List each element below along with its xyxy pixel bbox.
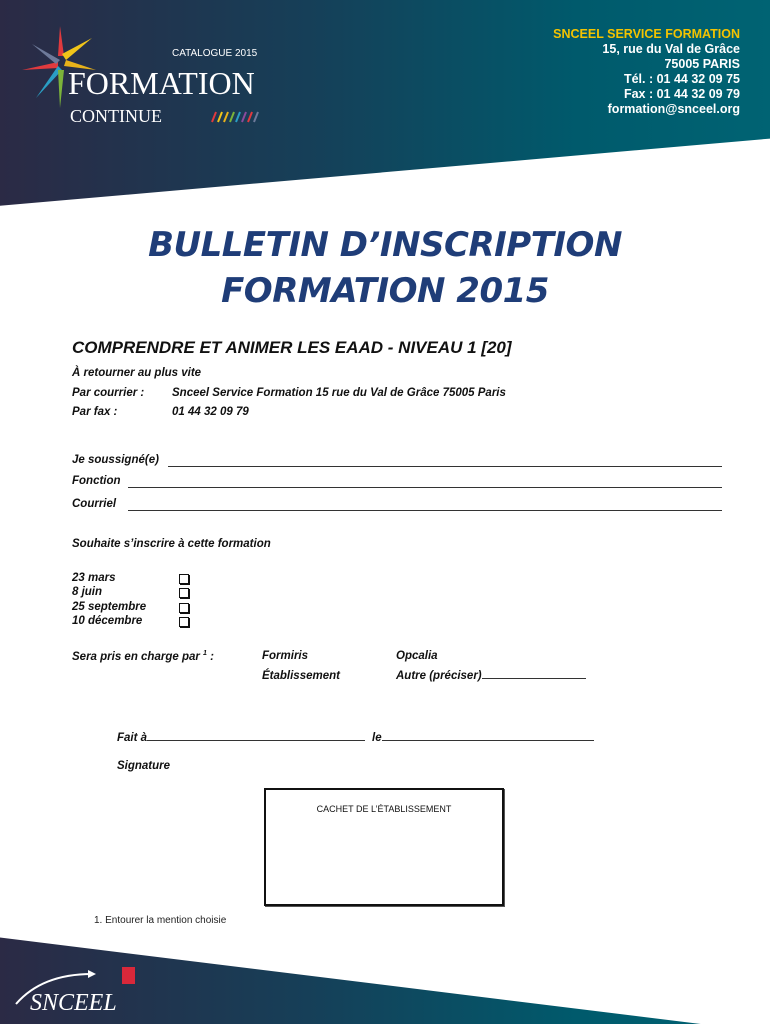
mail-label: Par courrier : [72,387,145,399]
funding-option-autre[interactable]: Autre (préciser) [396,670,586,682]
email[interactable]: formation@snceel.org [607,102,740,116]
return-note: À retourner au plus vite [72,367,202,379]
checkbox-8-juin[interactable] [179,588,189,598]
soussigne-field[interactable] [72,454,722,470]
checkbox-23-mars[interactable] [179,574,189,584]
funding-option-opcalia[interactable]: Opcalia [396,650,438,662]
page-title [0,222,770,314]
stamp-label: CACHET DE L’ÉTABLISSEMENT [316,804,452,814]
fax-label: Par fax : [72,406,118,418]
date-label: 10 décembre [72,615,143,627]
fax-value: 01 44 32 09 79 [172,406,249,418]
funding-option-formiris[interactable]: Formiris [262,650,309,662]
date-field[interactable]: le [372,732,594,744]
formation-continue-logo [22,26,302,130]
mail-value: Snceel Service Formation 15 rue du Val de Grâce 75005 Paris [172,387,506,399]
fax: Fax : 01 44 32 09 79 [623,87,740,101]
address-line: 15, rue du Val de Grâce [602,42,740,56]
funding-label: Sera pris en charge par $^1$ : [72,650,214,663]
courriel-label: Courriel [72,498,117,510]
date-label: 25 septembre [72,601,147,613]
course-name: COMPRENDRE ET ANIMER LES EAAD - NIVEAU 1 [20] [72,338,512,357]
signature-label: Signature [117,760,171,772]
wish-text: Souhaite s’inscrire à cette formation [72,538,271,550]
fait-a-field[interactable]: Fait à [117,732,365,744]
logo-line2: CONTINUE [70,106,162,126]
logo-line1: FORMATION [68,65,255,101]
fonction-label: Fonction [72,475,121,487]
soussigne-label: Je soussigné(e) [72,454,159,466]
address-line: 75005 PARIS [664,57,740,71]
phone: Tél. : 01 44 32 09 75 [623,72,740,86]
courriel-field[interactable] [72,498,722,514]
snceel-wordmark: SNCEEL [30,990,117,1016]
date-label: 8 juin [72,586,103,598]
title-line2: FORMATION 2015 [221,271,549,311]
footnote: 1. Entourer la mention choisie [94,915,227,926]
snceel-logo [12,962,152,1017]
stamp-box [264,788,504,906]
checkbox-25-septembre[interactable] [179,603,189,613]
org-name: SNCEEL SERVICE FORMATION [553,27,740,41]
date-label: 23 mars [72,572,116,584]
logo-catalogue: CATALOGUE 2015 [172,48,258,59]
checkbox-10-decembre[interactable] [179,617,189,627]
fonction-field[interactable] [72,475,722,491]
contact-block [553,27,740,117]
funding-option-etablissement[interactable]: Établissement [262,670,340,682]
title-line1: BULLETIN D’INSCRIPTION [148,225,622,265]
